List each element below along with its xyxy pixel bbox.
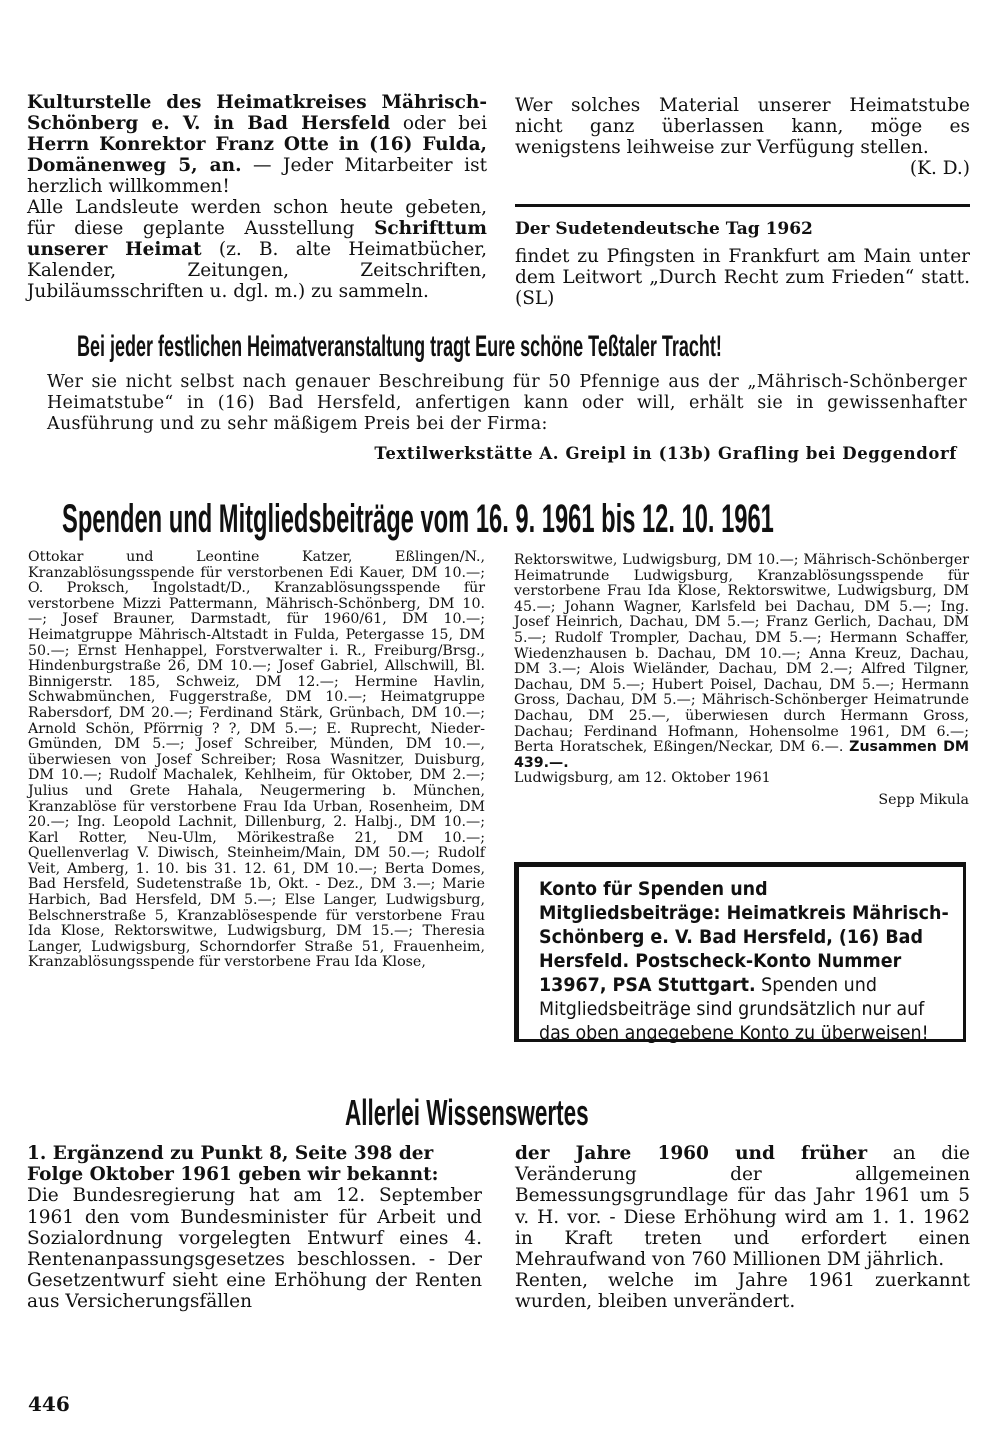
spenden-signature: Sepp Mikula <box>878 791 969 808</box>
top-left-column <box>27 92 487 302</box>
kulturstelle-bold: Kulturstelle des Heimatkreises Mährisch-Schönberg e. V. in Bad Hersfeld <box>27 92 487 134</box>
allerlei-col1-text: Die Bundesregierung hat am 12. September 1961 den vom Bundesminister für Arbeit und Sozialordnung vorgelegten Entwurf eines 4. Rentenanpassungsgesetzes beschlossen. - Der Gesetzentwurf sieht eine Erhöhung der Renten aus Versicherungsfällen <box>27 1185 482 1313</box>
allerlei-heading: Allerlei Wissenswertes <box>345 1092 589 1133</box>
allerlei-col2-text: an die Veränderung der allgemeinen Bemessungsgrundlage für das Jahr 1961 um 5 v. H. vor. - Diese Erhöhung wird am 1. 1. 1962 in Kraft treten und erfordert einen Mehraufwand von 760 Millionen DM jährlich. <box>515 1143 971 1271</box>
sudetendeutsche-tag-text: findet zu Pfingsten in Frankfurt am Main unter dem Leitwort „Durch Recht zum Frieden“ statt. (SL) <box>515 246 970 309</box>
allerlei-col2-para2: Renten, welche im Jahre 1961 zuerkannt wurden, bleiben unverändert. <box>515 1270 970 1313</box>
allerlei-col1 <box>27 1143 482 1313</box>
konto-box <box>514 862 966 1042</box>
schrifttum-bold: Schrifttum unserer Heimat <box>27 218 487 260</box>
konto-text <box>539 877 953 1045</box>
top-right-column <box>515 95 970 179</box>
otte-address-bold: Herrn Konrektor Franz Otte in (16) Fulda, Domänenweg 5, an. <box>27 134 487 176</box>
konto-bold: Konto für Spenden und Mitgliedsbeiträge: Heimatkreis Mährisch-Schönberg e. V. Bad Hersfeld, (16) Bad Hersfeld. Postscheck-Konto Nummer 13967, PSA Stuttgart. <box>539 878 949 996</box>
spenden-total: Zusammen DM 439.—. <box>514 739 970 771</box>
divider-top-right <box>515 204 970 207</box>
welcome-text: — Jeder Mitarbeiter ist herzlich willkommen! <box>27 155 487 197</box>
spenden-col1: Ottokar und Leontine Katzer, Eßlingen/N., Kranzablösungsspende für verstorbenen Edi Kauer, DM 10.—; O. Proksch, Ingolstadt/D., Kranzablösungsspende für verstorbene Mizzi Pattermann, Mährisch-Schönberg, DM 10.—; Josef Brauner, Darmstadt, für 1960/61, DM 10.—; Heimatgruppe Mährisch-Altstadt in Fulda, Petergasse 15, DM 50.—; Ernst Henhappel, Forstverwalter i. R., Freiburg/Brsg., Hindenburgstraße 26, DM 10.—; Josef Gabriel, Allschwill, Bl. Binnigerstr. 185, Schweiz, DM 12.—; Hermine Havlin, Schwabmünchen, Fuggerstraße, DM 10.—; Heimatgruppe Rabersdorf, DM 20.—; Ferdinand Stärk, Grünbach, DM 10.—; Arnold Schön, Pförrnig ? ?, DM 5.—; E. Ruprecht, Nieder-Gmünden, DM 5.—; Josef Schreiber, Münden, DM 10.—, überwiesen von Josef Schreiber; Rosa Wasnitzer, Duisburg, DM 10.—; Rudolf Machalek, Kehlheim, für Oktober, DM 2.—; Julius und Grete Hahala, Neugermering b. München, Kranzablöse für verstorbene Frau Ida Urban, Rosenheim, DM 20.—; Ing. Leopold Lachnit, Dillenburg, 2. Halbj., DM 10.—; Karl Rotter, Neu-Ulm, Mörikestraße 21, DM 10.—; Quellenverlag V. Diwisch, Steinheim/Main, DM 50.—; Rudolf Veit, Amberg, 1. 10. bis 31. 12. 61, DM 10.—; Berta Domes, Bad Hersfeld, Sudetenstraße 1b, Okt. - Dez., DM 3.—; Marie Harbich, Bad Hersfeld, DM 5.—; Else Langer, Ludwigsburg, Belschnerstraße 5, Kranzablösespende für verstorbene Frau Ida Klose, Rektorswitwe, Ludwigsburg, DM 15.—; Theresia Langer, Ludwigsburg, Schorndorfer Straße 51, Frauenheim, Kranzablösungsspende für verstorbene Frau Ida Klose, <box>28 549 485 971</box>
allerlei-col2 <box>515 1143 970 1313</box>
konto-normal: Spenden und Mitgliedsbeiträge sind grundsätzlich nur auf das oben angegebene Konto zu überweisen! <box>539 974 929 1044</box>
tracht-heading: Bei jeder festlichen Heimatveranstaltung tragt Eure schöne Teßtaler Tracht! <box>77 330 722 363</box>
spenden-col2-text: Rektorswitwe, Ludwigsburg, DM 10.—; Mährisch-Schönberger Heimatrunde Ludwigsburg, Kranzablösungsspende für verstorbene Frau Ida Klose, Rektorswitwe, Ludwigsburg, DM 45.—; Johann Wagner, Karlsfeld bei Dachau, DM 5.—; Ing. Josef Heinrich, Dachau, DM 5.—; Franz Gerlich, Dachau, DM 5.—; Rudolf Trompler, Dachau, DM 5.—; Hermann Schaffer, Wiedenzhausen b. Dachau, DM 10.—; Anna Kreuz, Dachau, DM 3.—; Alois Wieländer, Dachau, DM 2.—; Alfred Tilgner, Dachau, DM 5.—; Hubert Poisel, Dachau, DM 5.—; Hermann Gross, Dachau, DM 5.—; Mährisch-Schönberger Heimatrunde Dachau, DM 25.—, überwiesen durch Hermann Gross, Dachau; Ferdinand Hofmann, Hohensolme 1961, DM 6.—; Berta Horatschek, Eßingen/Neckar, DM 6.—. <box>514 552 969 756</box>
tracht-firm: Textilwerkstätte A. Greipl in (13b) Grafling bei Deggendorf <box>374 444 957 463</box>
sudetendeutsche-tag-block <box>515 218 970 309</box>
spenden-col2 <box>514 553 969 809</box>
allerlei-item-heading: 1. Ergänzend zu Punkt 8, Seite 398 der Folge Oktober 1961 geben wir bekannt: <box>27 1143 439 1186</box>
sudetendeutsche-tag-heading: Der Sudetendeutsche Tag 1962 <box>515 219 813 239</box>
appeal-text-b: (z. B. alte Heimatbücher, Kalender, Zeitungen, Zeitschriften, Jubiläumsschriften u. dgl. m.) zu sammeln. <box>27 239 487 302</box>
spenden-place-date: Ludwigsburg, am 12. Oktober 1961 <box>514 770 771 787</box>
material-text: Wer solches Material unserer Heimatstube nicht ganz überlassen kann, möge es wenigstens leihweise zur Verfügung stellen. <box>515 95 970 158</box>
appeal-text-a: Alle Landsleute werden schon heute gebeten, für diese geplante Ausstellung <box>27 197 487 239</box>
initials: (K. D.) <box>909 158 970 179</box>
page-number: 446 <box>28 1392 70 1416</box>
tracht-text: Wer sie nicht selbst nach genauer Beschreibung für 50 Pfennige aus der „Mährisch-Schönberger Heimatstube“ in (16) Bad Hersfeld, anfertigen kann oder will, erhält sie in gewissenhafter Ausführung und zu sehr mäßigem Preis bei der Firma: <box>47 372 967 435</box>
spenden-heading: Spenden und Mitgliedsbeiträge vom 16. 9. 1961 bis 12. 10. 1961 <box>62 497 774 541</box>
allerlei-col2-bold: der Jahre 1960 und früher <box>515 1143 868 1164</box>
kulturstelle-mid: oder bei <box>390 113 487 134</box>
